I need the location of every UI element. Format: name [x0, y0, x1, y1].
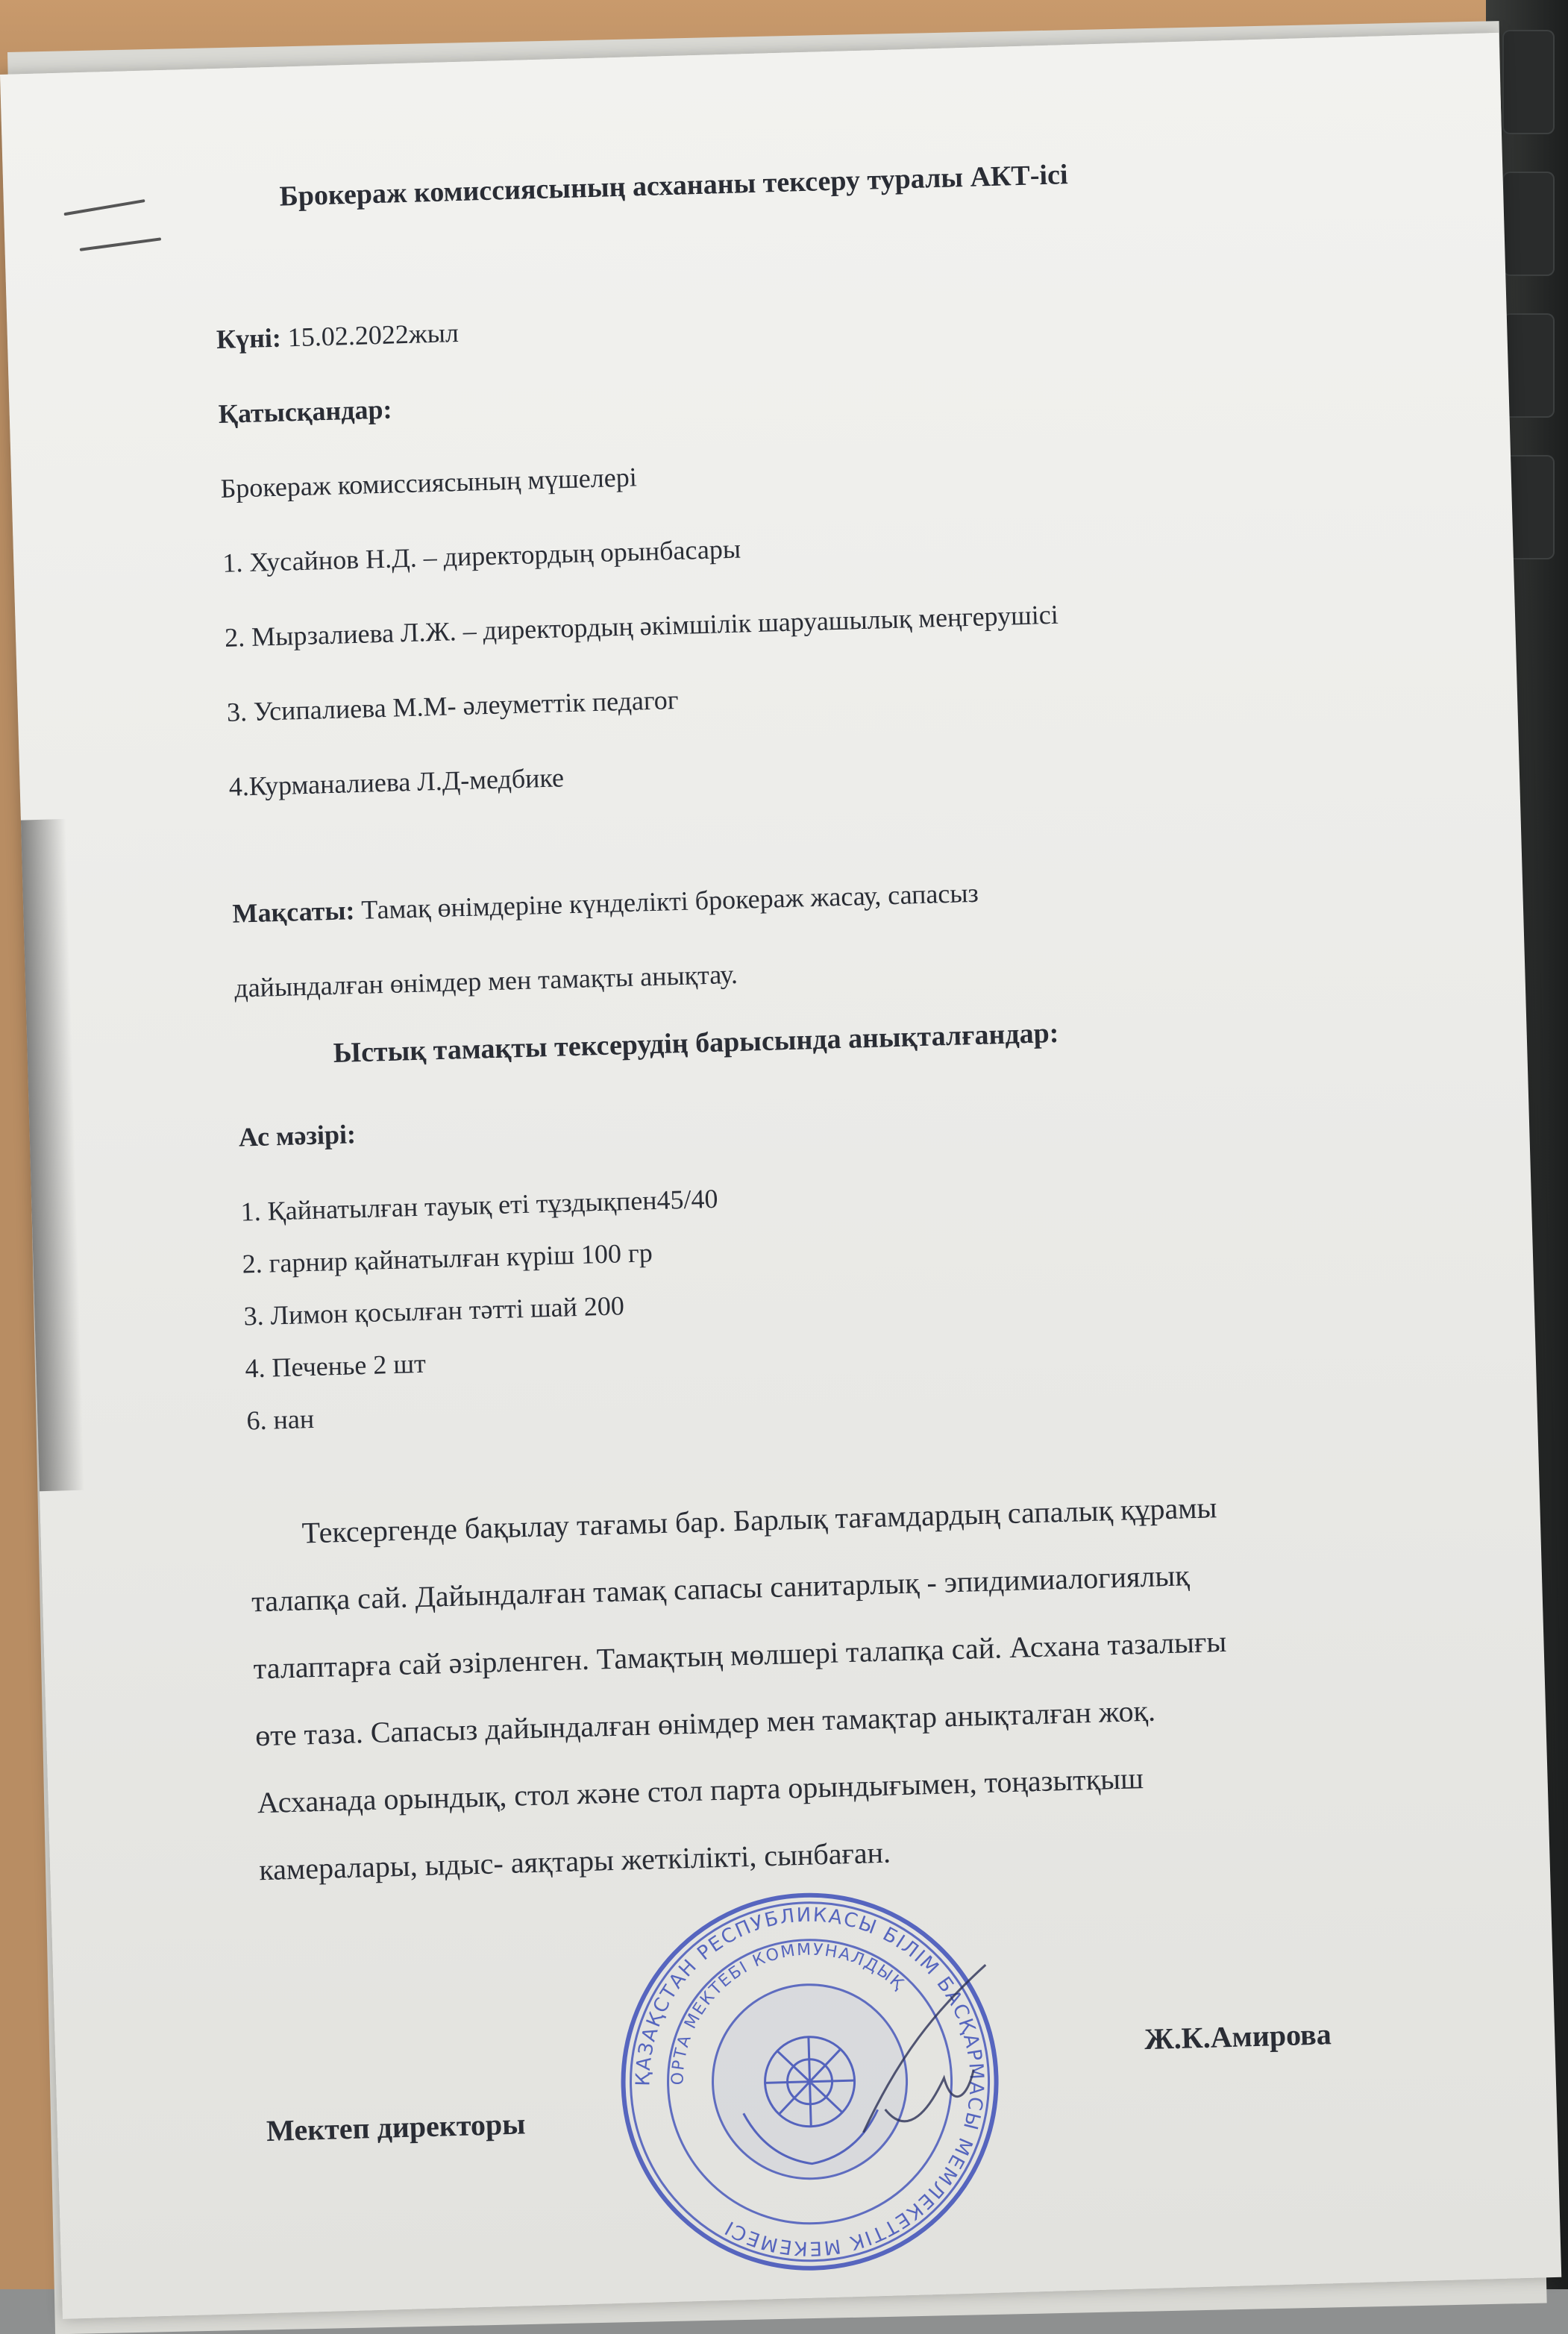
keycap [1502, 30, 1555, 134]
purpose-line [232, 876, 979, 932]
conclusion-line: өте таза. Сапасыз дайындалған өнімдер мен тамақтар анықталған жоқ. [254, 1693, 1156, 1753]
pen-mark [63, 199, 145, 216]
stamp-inner-text: ОРТА МЕКТЕБІ КОММУНАЛДЫҚ [668, 1940, 909, 2086]
members-heading: Брокераж комиссиясының мүшелері [220, 462, 638, 503]
menu-item: 2. гарнир қайнатылған күріш 100 гр [242, 1237, 653, 1279]
menu-item: 6. нан [245, 1403, 315, 1436]
member-item: 3. Усипалиева М.М- әлеуметтік педагог [226, 684, 679, 727]
conclusion-line: талапқа сай. Дайындалған тамақ сапасы санитарлық - эпидимиалогиялық [251, 1558, 1191, 1619]
conclusion-line: Тексергенде бақылау тағамы бар. Барлық тағамдардың сапалық құрамы [301, 1490, 1217, 1550]
menu-item: 1. Қайнатылған тауық еті тұздықпен45/40 [240, 1183, 718, 1227]
purpose-text-continued: дайындалған өнімдер мен тамақты анықтау. [233, 959, 738, 1003]
date-value: 15.02.2022жыл [287, 317, 460, 353]
stamp-outer-text: ҚАЗАҚСТАН РЕСПУБЛИКАСЫ БІЛІМ БАСҚАРМАСЫ МЕМЛЕКЕТТІК МЕКЕМЕСІ [632, 1904, 988, 2259]
menu-item: 3. Лимон қосылған тәтті шай 200 [243, 1290, 625, 1331]
document-content [212, 147, 1420, 2259]
menu-label: Ас мәзірі: [238, 1119, 357, 1152]
signature-name: Ж.К.Амирова [1144, 2017, 1332, 2057]
date-label: Күні: [216, 322, 282, 355]
conclusion-line: талаптарға сай әзірленген. Тамақтың мөлшері талапқа сай. Асхана тазалығы [253, 1624, 1227, 1686]
menu-item: 4. Печенье 2 шт [244, 1348, 427, 1384]
member-item: 2. Мырзалиева Л.Ж. – директордың әкімшілік шаруашылық меңгерушісі [224, 599, 1059, 653]
conclusion-line: Асханада орындық, стол және стол парта орындығымен, тоңазытқыш [257, 1761, 1144, 1820]
document-title: Брокераж комиссиясының асхананы тексеру туралы АКТ-ісі [279, 159, 1069, 213]
member-item: 1. Хусайнов Н.Д. – директордың орынбасары [222, 533, 741, 578]
document-page [0, 33, 1561, 2319]
scan-smudge [21, 819, 84, 1491]
member-item: 4.Курманалиева Л.Д-медбике [228, 762, 565, 802]
official-stamp [610, 1883, 1009, 2281]
purpose-label: Мақсаты: [231, 895, 356, 929]
keycap [1502, 313, 1555, 418]
findings-heading: Ыстық тамақты тексерудің барысында анықталғандар: [333, 1017, 1059, 1070]
participants-label: Қатысқандар: [218, 394, 392, 429]
keycap [1502, 172, 1555, 276]
date-line [216, 316, 459, 357]
signature-label: Мектеп директоры [266, 2106, 527, 2148]
conclusion-line: камералары, ыдыс- аяқтары жеткілікті, сынбаған. [258, 1835, 891, 1887]
purpose-text: Тамақ өнімдеріне күнделікті брокераж жасау, сапасыз [360, 877, 979, 925]
pen-mark [80, 237, 162, 251]
